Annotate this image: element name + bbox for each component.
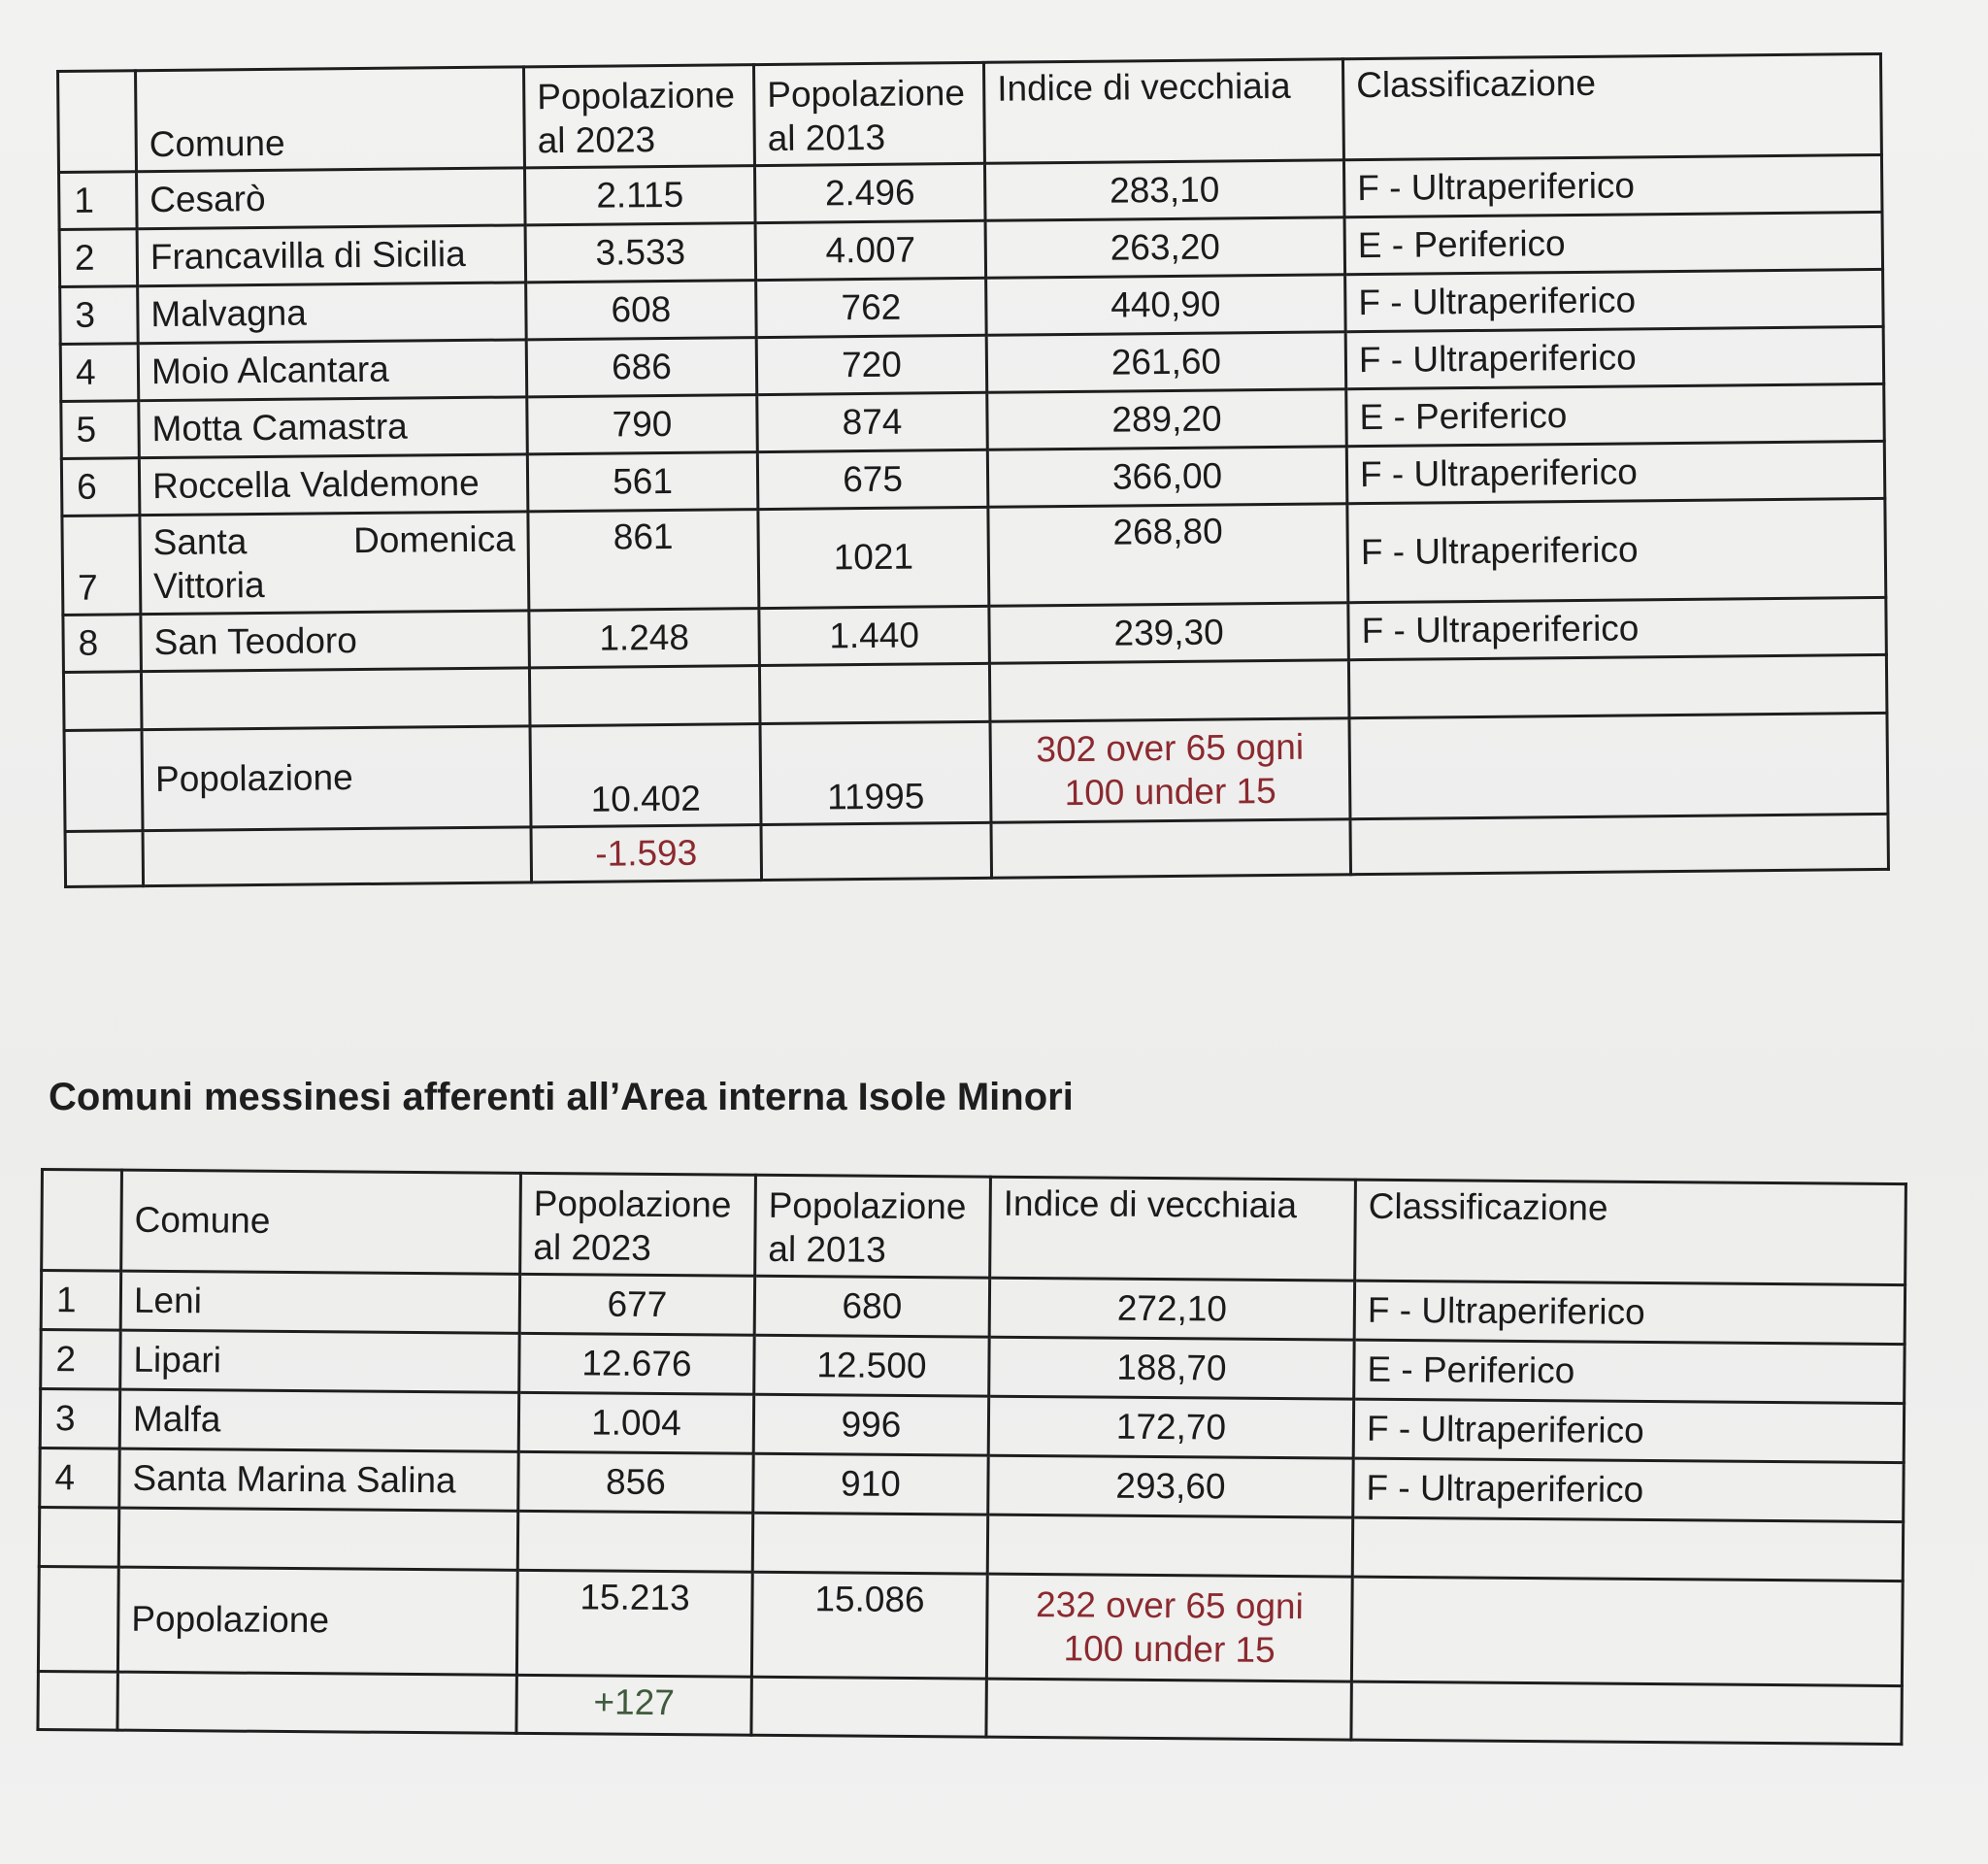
header-comune: Comune xyxy=(136,67,525,172)
pop2023-cell: 856 xyxy=(518,1451,753,1513)
pop2013-cell: 996 xyxy=(753,1394,988,1455)
header-index-cell xyxy=(42,1170,122,1272)
indice-cell: 239,30 xyxy=(989,603,1349,664)
indice-cell: 289,20 xyxy=(987,389,1347,450)
header-index-cell xyxy=(58,71,137,173)
total-label: Popolazione xyxy=(142,726,531,831)
indice-cell: 366,00 xyxy=(987,447,1347,508)
total-pop2013: 15.086 xyxy=(751,1572,987,1679)
classificazione-cell: F - Ultraperiferico xyxy=(1345,269,1884,331)
pop2023-cell: 790 xyxy=(527,395,758,454)
comune-line-1 xyxy=(152,518,514,565)
total-indice xyxy=(986,1574,1352,1681)
indice-cell: 188,70 xyxy=(989,1337,1354,1399)
row-number: 8 xyxy=(63,615,142,673)
row-number: 3 xyxy=(60,286,139,345)
indice-cell: 440,90 xyxy=(986,275,1346,336)
header-indice: Indice di vecchiaia xyxy=(983,59,1343,164)
total-indice-line-1: 232 over 65 ogni xyxy=(1035,1584,1304,1627)
comune-cell: Moio Alcantara xyxy=(138,340,527,401)
pop2023-cell: 686 xyxy=(526,338,757,397)
classificazione-cell: F - Ultraperiferico xyxy=(1346,441,1885,503)
pop2023-cell: 12.676 xyxy=(519,1333,754,1394)
classificazione-cell: E - Periferico xyxy=(1346,383,1885,446)
population-delta: -1.593 xyxy=(531,825,762,882)
total-indice xyxy=(990,718,1350,823)
pop2023-cell: 1.248 xyxy=(529,609,760,668)
indice-cell: 293,60 xyxy=(988,1455,1353,1517)
comune-cell: Francavilla di Sicilia xyxy=(137,225,526,286)
pop2013-cell: 762 xyxy=(756,278,987,337)
classificazione-cell: F - Ultraperiferico xyxy=(1354,1281,1905,1344)
classificazione-cell: F - Ultraperiferico xyxy=(1348,597,1887,659)
row-number: 3 xyxy=(40,1389,119,1449)
header-comune: Comune xyxy=(121,1170,521,1274)
total-pop2013: 11995 xyxy=(760,721,991,824)
table-area-nebrodi xyxy=(56,52,1890,888)
row-number: 5 xyxy=(61,401,140,459)
comune-cell: Malfa xyxy=(119,1389,518,1451)
indice-cell: 268,80 xyxy=(988,504,1348,607)
total-row xyxy=(38,1566,1903,1685)
total-indice-line-2: 100 under 15 xyxy=(1063,1627,1276,1670)
total-indice-line-1: 302 over 65 ogni xyxy=(1036,726,1305,770)
classificazione-cell: E - Periferico xyxy=(1344,212,1883,274)
header-pop2023: Popolazione al 2023 xyxy=(520,1173,756,1276)
table-row xyxy=(62,498,1886,615)
header-pop2013: Popolazione al 2013 xyxy=(755,1175,991,1278)
row-number: 2 xyxy=(59,229,138,287)
row-number: 7 xyxy=(62,516,141,616)
pop2023-cell: 677 xyxy=(519,1274,754,1335)
indice-cell: 283,10 xyxy=(984,160,1344,221)
pop2023-cell: 1.004 xyxy=(518,1392,753,1453)
row-number: 2 xyxy=(41,1330,120,1390)
pop2013-cell: 4.007 xyxy=(755,220,986,280)
pop2013-cell: 1.440 xyxy=(759,606,990,665)
pop2013-cell: 675 xyxy=(757,449,988,509)
classificazione-cell: F - Ultraperiferico xyxy=(1345,326,1884,388)
indice-cell: 272,10 xyxy=(989,1278,1354,1340)
row-number: 4 xyxy=(40,1448,119,1509)
comune-cell: Leni xyxy=(120,1271,519,1333)
header-pop2013: Popolazione al 2013 xyxy=(753,62,984,165)
comune-cell: San Teodoro xyxy=(141,611,530,672)
pop2013-cell: 874 xyxy=(757,392,988,451)
header-classificazione: Classificazione xyxy=(1355,1180,1906,1284)
comune-cell xyxy=(140,512,529,615)
comune-cell: Malvagna xyxy=(138,283,527,344)
classificazione-cell: F - Ultraperiferico xyxy=(1343,154,1882,216)
pop2013-cell: 2.496 xyxy=(754,163,985,222)
section-title: Comuni messinesi afferenti all’Area interna Isole Minori xyxy=(49,1076,1074,1118)
classificazione-cell: F - Ultraperiferico xyxy=(1347,498,1886,602)
header-pop2023: Popolazione al 2023 xyxy=(523,65,754,168)
total-row xyxy=(64,713,1888,831)
total-indice-line-2: 100 under 15 xyxy=(1064,770,1276,813)
pop2013-cell: 680 xyxy=(754,1276,989,1337)
pop2013-cell: 910 xyxy=(753,1453,988,1514)
row-number: 6 xyxy=(61,458,140,516)
header-classificazione: Classificazione xyxy=(1342,53,1881,159)
comune-cell: Roccella Valdemone xyxy=(139,454,528,516)
comune-cell: Lipari xyxy=(120,1330,519,1392)
pop2013-cell: 12.500 xyxy=(754,1335,989,1396)
total-label: Popolazione xyxy=(117,1567,517,1675)
total-pop2023: 15.213 xyxy=(516,1570,752,1677)
table-header-row xyxy=(42,1170,1906,1285)
pop2023-cell: 2.115 xyxy=(524,166,755,225)
pop2013-cell: 1021 xyxy=(758,507,989,608)
classificazione-cell: F - Ultraperiferico xyxy=(1353,1458,1904,1521)
comune-word-2: Domenica xyxy=(352,518,515,561)
comune-cell: Santa Marina Salina xyxy=(119,1448,518,1511)
table-header-row xyxy=(58,53,1882,172)
row-number: 1 xyxy=(41,1271,120,1331)
pop2023-cell: 608 xyxy=(526,281,757,340)
total-pop2023: 10.402 xyxy=(530,724,761,827)
pop2013-cell: 720 xyxy=(756,335,987,394)
pop2023-cell: 861 xyxy=(528,510,759,611)
row-number: 4 xyxy=(60,344,139,402)
population-delta: +127 xyxy=(516,1675,751,1735)
classificazione-cell: E - Periferico xyxy=(1354,1340,1905,1403)
header-indice: Indice di vecchiaia xyxy=(990,1177,1356,1281)
table-area-isole-minori xyxy=(36,1168,1906,1746)
indice-cell: 172,70 xyxy=(988,1396,1353,1458)
indice-cell: 263,20 xyxy=(985,217,1345,279)
indice-cell: 261,60 xyxy=(986,332,1346,393)
row-number: 1 xyxy=(59,172,138,230)
classificazione-cell: F - Ultraperiferico xyxy=(1353,1399,1904,1462)
comune-line-2: Vittoria xyxy=(152,564,265,606)
comune-word-1: Santa xyxy=(152,521,248,563)
comune-cell: Motta Camastra xyxy=(139,397,528,458)
pop2023-cell: 3.533 xyxy=(525,223,756,283)
comune-cell: Cesarò xyxy=(137,168,526,229)
pop2023-cell: 561 xyxy=(527,452,758,512)
